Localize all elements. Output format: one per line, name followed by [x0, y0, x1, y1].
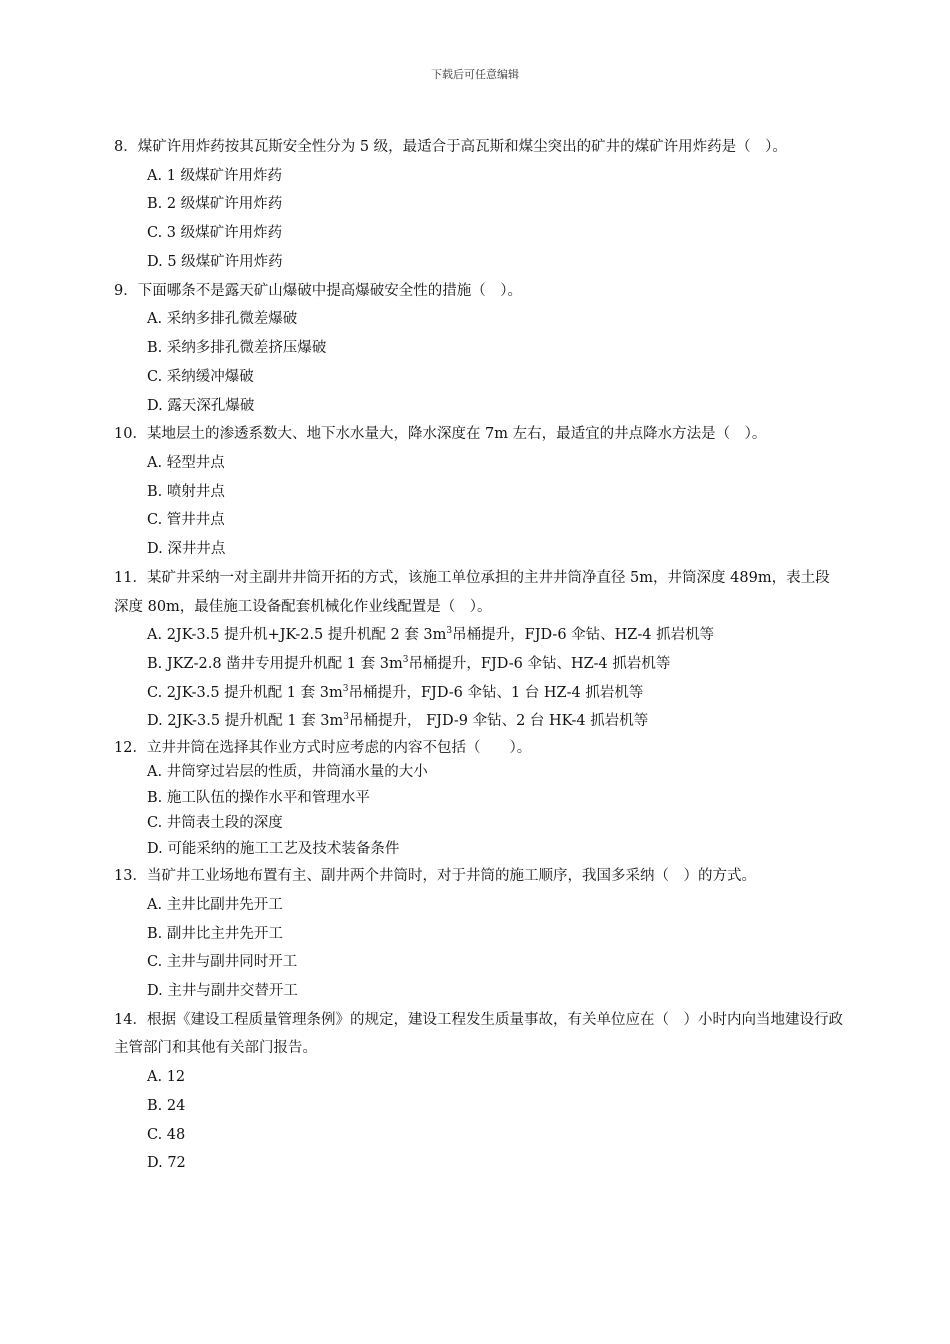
question-stem: 8．煤矿许用炸药按其瓦斯安全性分为 5 级，最适合于高瓦斯和煤尘突出的矿井的煤矿许用炸药是（ ）。	[114, 139, 787, 155]
option-a: A. 采纳多排孔微差爆破	[147, 311, 298, 328]
option-a: A. 主井比副井先开工	[147, 896, 283, 913]
option-a: A. 井筒穿过岩层的性质，井筒涌水量的大小	[147, 764, 428, 781]
option-a: A. 12	[147, 1068, 186, 1085]
option-d: D. 主井与副井交替开工	[147, 983, 298, 1000]
question-number: 8	[114, 139, 124, 155]
option-c: C. 主井与副井同时开工	[147, 954, 298, 971]
option-b: B. 喷射井点	[147, 483, 225, 500]
option-c: C. 48	[147, 1126, 186, 1143]
question-8	[114, 133, 844, 277]
option-b: B. 2 级煤矿许用炸药	[147, 196, 283, 213]
option-b: B. 副井比主井先开工	[147, 925, 283, 942]
option-d: D. 72	[147, 1155, 186, 1172]
option-b: B. 24	[147, 1097, 186, 1114]
option-d: D. 深井井点	[147, 541, 226, 558]
question-stem: 12．立井井筒在选择其作业方式时应考虑的内容不包括（ ）。	[114, 740, 532, 757]
question-number: 12	[114, 740, 133, 757]
option-b: B. 采纳多排孔微差挤压爆破	[147, 339, 327, 356]
question-number: 11	[114, 570, 133, 587]
page-header: 下载后可任意编辑	[431, 68, 519, 81]
question-9	[114, 277, 844, 421]
option-c: C. 管井井点	[147, 512, 225, 529]
question-stem: 11．某矿井采纳一对主副井井筒开拓的方式，该施工单位承担的主井井筒净直径 5m，井筒深度 489m，表土段深度 80m，最佳施工设备配套机械化作业线配置是（ ）。	[114, 570, 830, 615]
question-number: 14	[114, 1011, 133, 1028]
option-b: B. JKZ-2.8 凿井专用提升机配 1 套 $3m^3$吊桶提升，FJD-6 伞钻、HZ-4 抓岩机等	[147, 655, 671, 672]
option-c: C. 2JK-3.5 提升机配 1 套 $3m^3$吊桶提升，FJD-6 伞钻、1 台 HZ-4 抓岩机等	[147, 683, 644, 701]
question-stem: 14．根据《建设工程质量管理条例》的规定，建设工程发生质量事故，有关单位应在（ ）小时内向当地建设行政主管部门和其他有关部门报告。	[114, 1011, 843, 1057]
question-number: 10	[114, 426, 133, 443]
question-list	[114, 133, 844, 1178]
option-d: D. 露天深孔爆破	[147, 397, 255, 414]
option-a: A. 1 级煤矿许用炸药	[147, 167, 283, 184]
option-a: A. 2JK-3.5 提升机+JK-2.5 提升机配 2 套 $3m^3$吊桶提升，FJD-6 伞钻、HZ-4 抓岩机等	[147, 626, 715, 644]
option-d: D. 5 级煤矿许用炸药	[147, 253, 283, 270]
option-c: C. 采纳缓冲爆破	[147, 368, 254, 385]
question-11	[114, 564, 844, 736]
option-d: D. 2JK-3.5 提升机配 1 套 $3m^3$吊桶提升， FJD-9 伞钻、2 台 HK-4 抓岩机等	[147, 712, 649, 730]
option-d: D. 可能采纳的施工工艺及技术装备条件	[147, 840, 400, 857]
question-12	[114, 736, 844, 862]
option-b: B. 施工队伍的操作水平和管理水平	[147, 789, 370, 806]
option-a: A. 轻型井点	[147, 454, 225, 471]
question-10	[114, 420, 844, 564]
question-13	[114, 862, 844, 1006]
question-stem: 9．下面哪条不是露天矿山爆破中提高爆破安全性的措施（ ）。	[114, 282, 522, 299]
question-stem: 13．当矿井工业场地布置有主、副井两个井筒时，对于井筒的施工顺序，我国多采纳（ ）的方式。	[114, 868, 756, 885]
question-stem: 10．某地层土的渗透系数大、地下水水量大，降水深度在 7m 左右，最适宜的井点降水方法是（ ）。	[114, 426, 767, 443]
question-14	[114, 1006, 844, 1178]
question-number: 9	[114, 282, 124, 299]
option-c: C. 3 级煤矿许用炸药	[147, 225, 283, 242]
question-number: 13	[114, 868, 133, 885]
option-c: C. 井筒表土段的深度	[147, 815, 283, 832]
